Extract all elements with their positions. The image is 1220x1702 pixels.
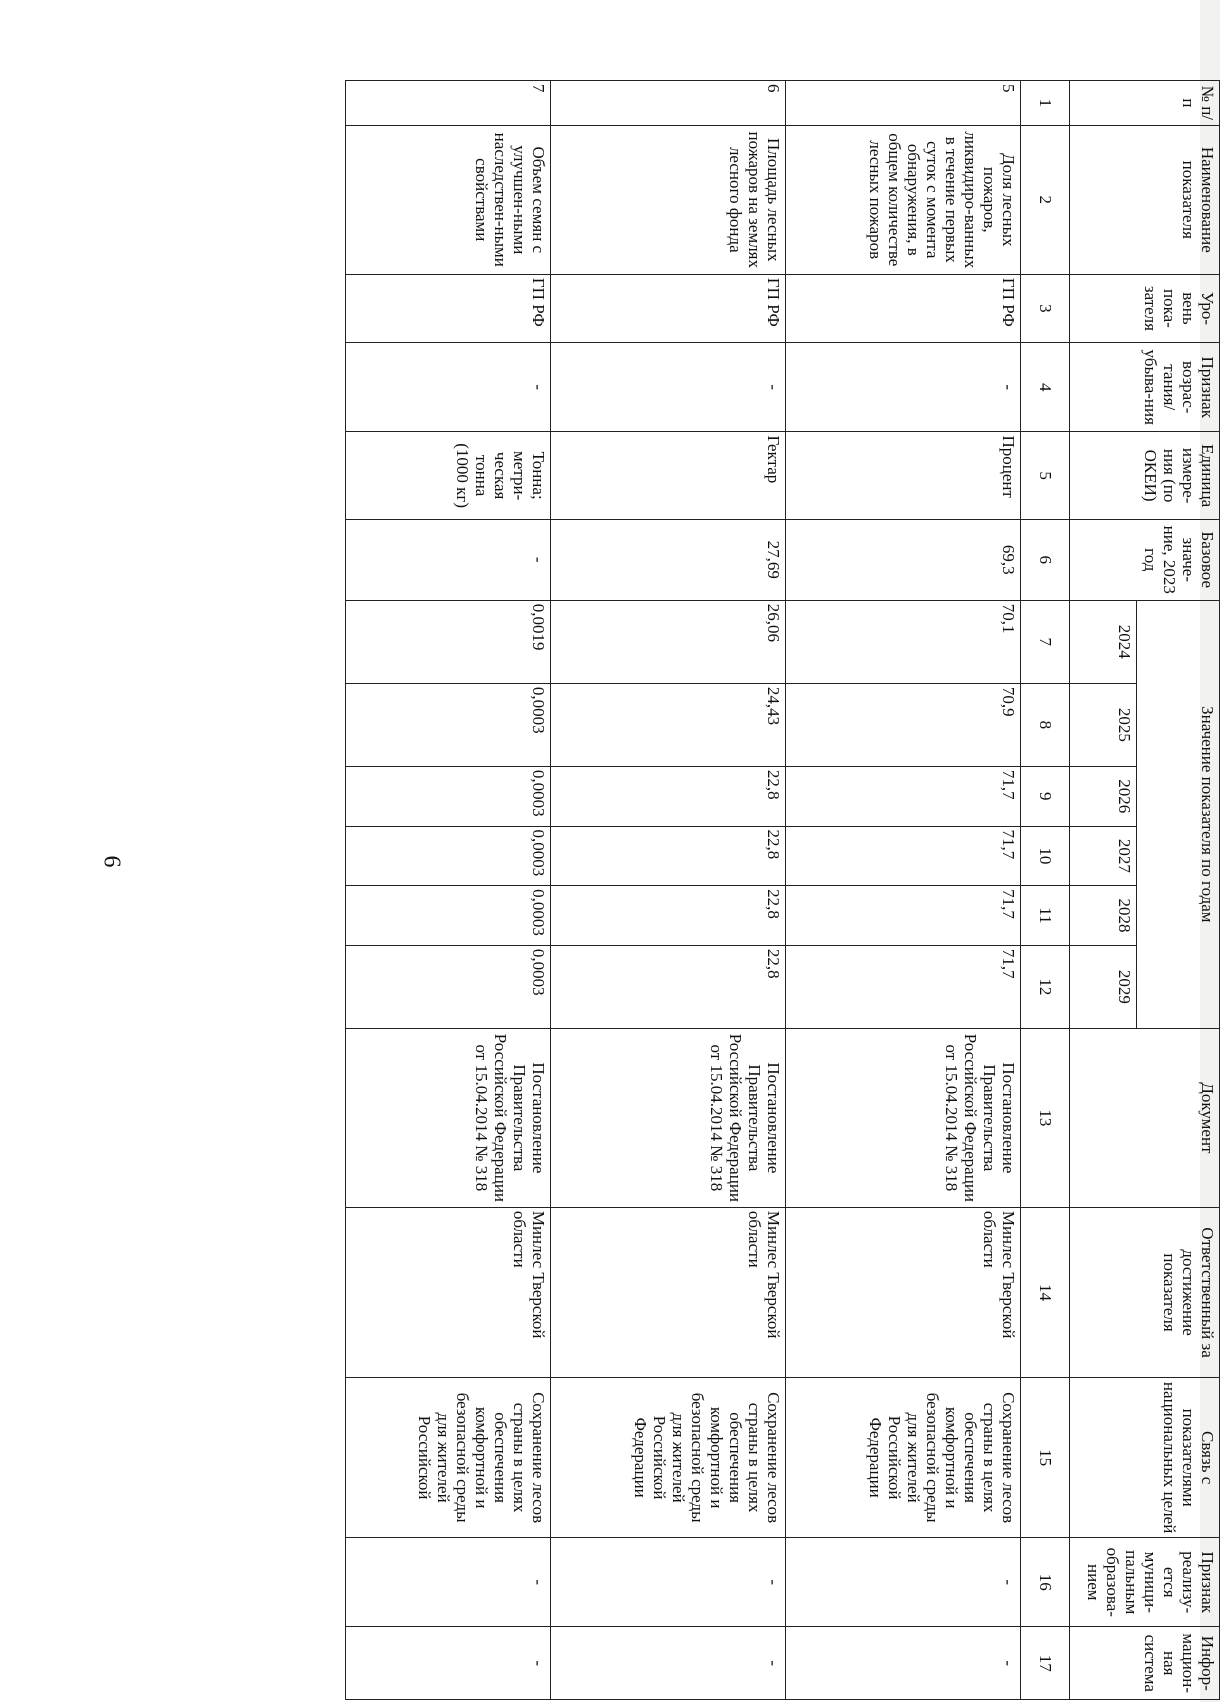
column-number: 10 — [1021, 826, 1070, 886]
cell-value: 22,8 — [551, 945, 786, 1028]
cell-value: 24,43 — [551, 683, 786, 766]
header-municipal: Признак реализу-ется муници-пальным образова-нием — [1070, 1538, 1220, 1627]
cell-trend: - — [551, 343, 786, 432]
column-number: 4 — [1021, 343, 1070, 432]
cell-unit: Гектар — [551, 432, 786, 519]
column-number: 12 — [1021, 945, 1070, 1028]
cell-link: Сохранение лесов страны в целях обеспечения комфортной и безопасной среды для жителей Российской — [346, 1378, 551, 1538]
column-number: 13 — [1021, 1028, 1070, 1207]
header-years-group: Значение показателя по годам — [1137, 600, 1220, 1028]
column-number: 7 — [1021, 600, 1070, 683]
header-year: 2026 — [1070, 766, 1137, 826]
header-level: Уро-вень пока-зателя — [1070, 274, 1220, 342]
column-number: 15 — [1021, 1378, 1070, 1538]
table-row — [551, 81, 786, 1700]
cell-responsible: Минлес Тверской области — [346, 1207, 551, 1377]
cell-num: 6 — [551, 81, 786, 126]
cell-level: ГП РФ — [551, 274, 786, 342]
cell-responsible: Минлес Тверской области — [551, 1207, 786, 1377]
header-trend: Признак возрас-тания/ убыва-ния — [1070, 343, 1220, 432]
page-number: 6 — [98, 855, 125, 868]
header-name: Наименование показателя — [1070, 125, 1220, 274]
column-number: 1 — [1021, 81, 1070, 126]
column-number: 9 — [1021, 766, 1070, 826]
header-year: 2025 — [1070, 683, 1137, 766]
cell-value: 0,0019 — [346, 600, 551, 683]
cell-name: Доля лесных пожаров, ликвидиро-ванных в течение первых суток с момента обнаружения, в общем количестве лесных пожаров — [786, 125, 1021, 274]
column-number: 3 — [1021, 274, 1070, 342]
cell-value: 22,8 — [551, 886, 786, 946]
cell-base: 69,3 — [786, 519, 1021, 600]
cell-level: ГП РФ — [786, 274, 1021, 342]
indicators-table — [345, 80, 1220, 1700]
cell-unit: Процент — [786, 432, 1021, 519]
cell-value: 22,8 — [551, 766, 786, 826]
cell-municipal: - — [786, 1538, 1021, 1627]
header-responsible: Ответственный за достижение показателя — [1070, 1207, 1220, 1377]
table-row — [346, 81, 551, 1700]
cell-municipal: - — [346, 1538, 551, 1627]
cell-municipal: - — [551, 1538, 786, 1627]
cell-trend: - — [346, 343, 551, 432]
cell-responsible: Минлес Тверской области — [786, 1207, 1021, 1377]
header-document: Документ — [1070, 1028, 1220, 1207]
cell-base: 27,69 — [551, 519, 786, 600]
header-year: 2028 — [1070, 886, 1137, 946]
cell-value: 26,06 — [551, 600, 786, 683]
cell-level: ГП РФ — [346, 274, 551, 342]
column-number: 16 — [1021, 1538, 1070, 1627]
cell-link: Сохранение лесов страны в целях обеспечения комфортной и безопасной среды для жителей Российской Федерации — [551, 1378, 786, 1538]
header-year: 2027 — [1070, 826, 1137, 886]
cell-name: Площадь лесных пожаров на землях лесного фонда — [551, 125, 786, 274]
cell-value: 70,9 — [786, 683, 1021, 766]
column-number-row — [1021, 81, 1070, 1700]
cell-value: 0,0003 — [346, 683, 551, 766]
column-number: 17 — [1021, 1627, 1070, 1700]
column-number: 14 — [1021, 1207, 1070, 1377]
header-infosys: Инфор-мацион-ная система — [1070, 1627, 1220, 1700]
cell-infosys: - — [346, 1627, 551, 1700]
cell-value: 22,8 — [551, 826, 786, 886]
cell-num: 7 — [346, 81, 551, 126]
cell-value: 71,7 — [786, 886, 1021, 946]
column-number: 2 — [1021, 125, 1070, 274]
cell-document: Постановление Правительства Российской Федерации от 15.04.2014 № 318 — [786, 1028, 1021, 1207]
column-number: 5 — [1021, 432, 1070, 519]
cell-value: 0,0003 — [346, 945, 551, 1028]
cell-value: 71,7 — [786, 945, 1021, 1028]
cell-infosys: - — [551, 1627, 786, 1700]
cell-trend: - — [786, 343, 1021, 432]
cell-link: Сохранение лесов страны в целях обеспечения комфортной и безопасной среды для жителей Российской Федерации — [786, 1378, 1021, 1538]
cell-value: 0,0003 — [346, 826, 551, 886]
column-number: 8 — [1021, 683, 1070, 766]
rotated-table-container — [170, 80, 1220, 1700]
cell-infosys: - — [786, 1627, 1021, 1700]
cell-document: Постановление Правительства Российской Федерации от 15.04.2014 № 318 — [551, 1028, 786, 1207]
cell-document: Постановление Правительства Российской Федерации от 15.04.2014 № 318 — [346, 1028, 551, 1207]
header-link: Связь с показателями национальных целей — [1070, 1378, 1220, 1538]
cell-value: 70,1 — [786, 600, 1021, 683]
header-base: Базовое значе-ние, 2023 год — [1070, 519, 1220, 600]
column-number: 6 — [1021, 519, 1070, 600]
header-unit: Единица измере-ния (по ОКЕИ) — [1070, 432, 1220, 519]
cell-value: 0,0003 — [346, 766, 551, 826]
column-number: 11 — [1021, 886, 1070, 946]
header-year: 2029 — [1070, 945, 1137, 1028]
cell-name: Объем семян с улучшен-ными наследствен-ными свойствами — [346, 125, 551, 274]
cell-value: 71,7 — [786, 826, 1021, 886]
cell-base: - — [346, 519, 551, 600]
cell-value: 0,0003 — [346, 886, 551, 946]
header-num: № п/п — [1070, 81, 1220, 126]
cell-value: 71,7 — [786, 766, 1021, 826]
cell-unit: Тонна; метри-ческая тонна (1000 кг) — [346, 432, 551, 519]
cell-num: 5 — [786, 81, 1021, 126]
header-year: 2024 — [1070, 600, 1137, 683]
table-row — [786, 81, 1021, 1700]
